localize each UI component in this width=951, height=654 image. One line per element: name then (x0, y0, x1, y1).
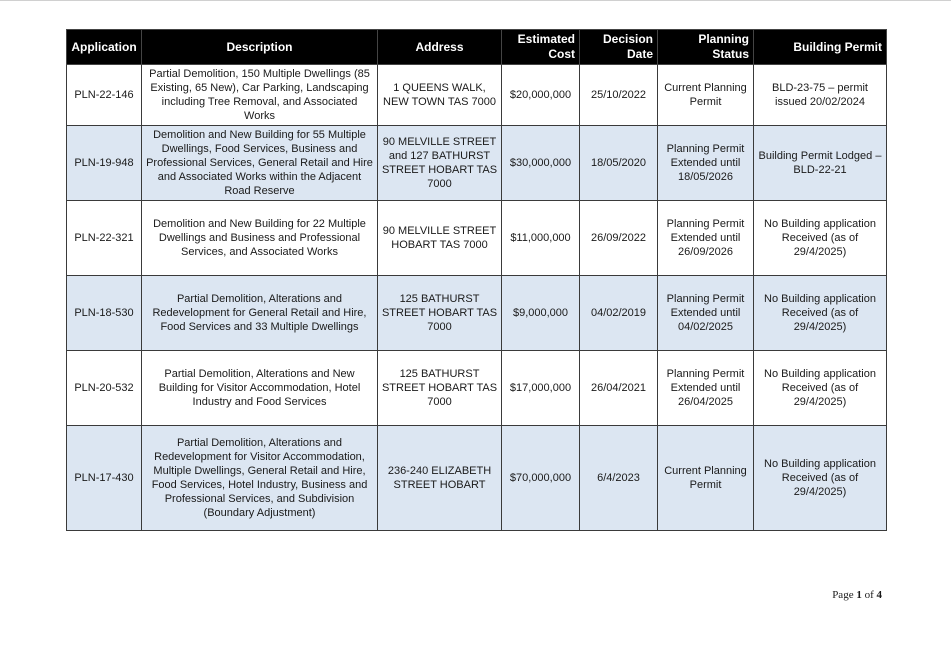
header-application: Application (67, 30, 142, 65)
cell-description: Partial Demolition, 150 Multiple Dwellings (85 Existing, 65 New), Car Parking, Landscaping including Tree Removal, and Associated Works (142, 65, 378, 126)
cell-application: PLN-22-321 (67, 201, 142, 276)
cell-building-permit: No Building application Received (as of 29/4/2025) (754, 201, 887, 276)
cell-application: PLN-19-948 (67, 126, 142, 201)
cell-application: PLN-18-530 (67, 276, 142, 351)
cell-description: Partial Demolition, Alterations and New Building for Visitor Accommodation, Hotel Industry and Food Services (142, 351, 378, 426)
cell-address: 90 MELVILLE STREET HOBART TAS 7000 (378, 201, 502, 276)
cell-application: PLN-17-430 (67, 426, 142, 531)
table-row (67, 276, 887, 351)
page-number-footer (832, 589, 882, 601)
header-description: Description (142, 30, 378, 65)
cell-estimated-cost: $9,000,000 (502, 276, 580, 351)
header-decision-date: Decision Date (580, 30, 658, 65)
page-of-label: of (864, 589, 874, 601)
cell-application: PLN-22-146 (67, 65, 142, 126)
page-current: 1 (856, 589, 862, 601)
page-label: Page (832, 589, 854, 601)
cell-description: Demolition and New Building for 22 Multiple Dwellings and Business and Professional Services, and Associated Works (142, 201, 378, 276)
cell-planning-status: Planning Permit Extended until 26/04/2025 (658, 351, 754, 426)
cell-decision-date: 26/04/2021 (580, 351, 658, 426)
cell-planning-status: Planning Permit Extended until 04/02/2025 (658, 276, 754, 351)
header-estimated-cost: Estimated Cost (502, 30, 580, 65)
table-row (67, 201, 887, 276)
cell-estimated-cost: $11,000,000 (502, 201, 580, 276)
table-row (67, 426, 887, 531)
table-row (67, 126, 887, 201)
cell-address: 125 BATHURST STREET HOBART TAS 7000 (378, 351, 502, 426)
cell-estimated-cost: $70,000,000 (502, 426, 580, 531)
cell-address: 236-240 ELIZABETH STREET HOBART (378, 426, 502, 531)
cell-planning-status: Current Planning Permit (658, 65, 754, 126)
cell-estimated-cost: $17,000,000 (502, 351, 580, 426)
table-header-row (67, 30, 887, 65)
page-top-rule (0, 0, 951, 1)
cell-description: Demolition and New Building for 55 Multiple Dwellings, Food Services, Business and Professional Services, General Retail and Hire and Associated Works within the Adjacent Road Reserve (142, 126, 378, 201)
cell-decision-date: 6/4/2023 (580, 426, 658, 531)
header-address: Address (378, 30, 502, 65)
cell-planning-status: Current Planning Permit (658, 426, 754, 531)
cell-building-permit: No Building application Received (as of 29/4/2025) (754, 351, 887, 426)
cell-decision-date: 26/09/2022 (580, 201, 658, 276)
page-total: 4 (876, 589, 882, 601)
cell-planning-status: Planning Permit Extended until 18/05/2026 (658, 126, 754, 201)
cell-decision-date: 18/05/2020 (580, 126, 658, 201)
cell-building-permit: No Building application Received (as of 29/4/2025) (754, 276, 887, 351)
cell-decision-date: 25/10/2022 (580, 65, 658, 126)
header-planning-status: Planning Status (658, 30, 754, 65)
cell-building-permit: BLD-23-75 – permit issued 20/02/2024 (754, 65, 887, 126)
cell-application: PLN-20-532 (67, 351, 142, 426)
cell-address: 1 QUEENS WALK, NEW TOWN TAS 7000 (378, 65, 502, 126)
header-building-permit: Building Permit (754, 30, 887, 65)
cell-description: Partial Demolition, Alterations and Redevelopment for General Retail and Hire, Food Services and 33 Multiple Dwellings (142, 276, 378, 351)
cell-address: 125 BATHURST STREET HOBART TAS 7000 (378, 276, 502, 351)
cell-estimated-cost: $30,000,000 (502, 126, 580, 201)
cell-description: Partial Demolition, Alterations and Redevelopment for Visitor Accommodation, Multiple Dwellings, General Retail and Hire, Food Services, Hotel Industry, Business and Professional Services, and Subdivision (Boundary Adjustment) (142, 426, 378, 531)
table-row (67, 65, 887, 126)
cell-building-permit: No Building application Received (as of 29/4/2025) (754, 426, 887, 531)
cell-address: 90 MELVILLE STREET and 127 BATHURST STREET HOBART TAS 7000 (378, 126, 502, 201)
cell-building-permit: Building Permit Lodged – BLD-22-21 (754, 126, 887, 201)
table-row (67, 351, 887, 426)
planning-applications-table (66, 29, 887, 531)
cell-estimated-cost: $20,000,000 (502, 65, 580, 126)
cell-decision-date: 04/02/2019 (580, 276, 658, 351)
cell-planning-status: Planning Permit Extended until 26/09/2026 (658, 201, 754, 276)
